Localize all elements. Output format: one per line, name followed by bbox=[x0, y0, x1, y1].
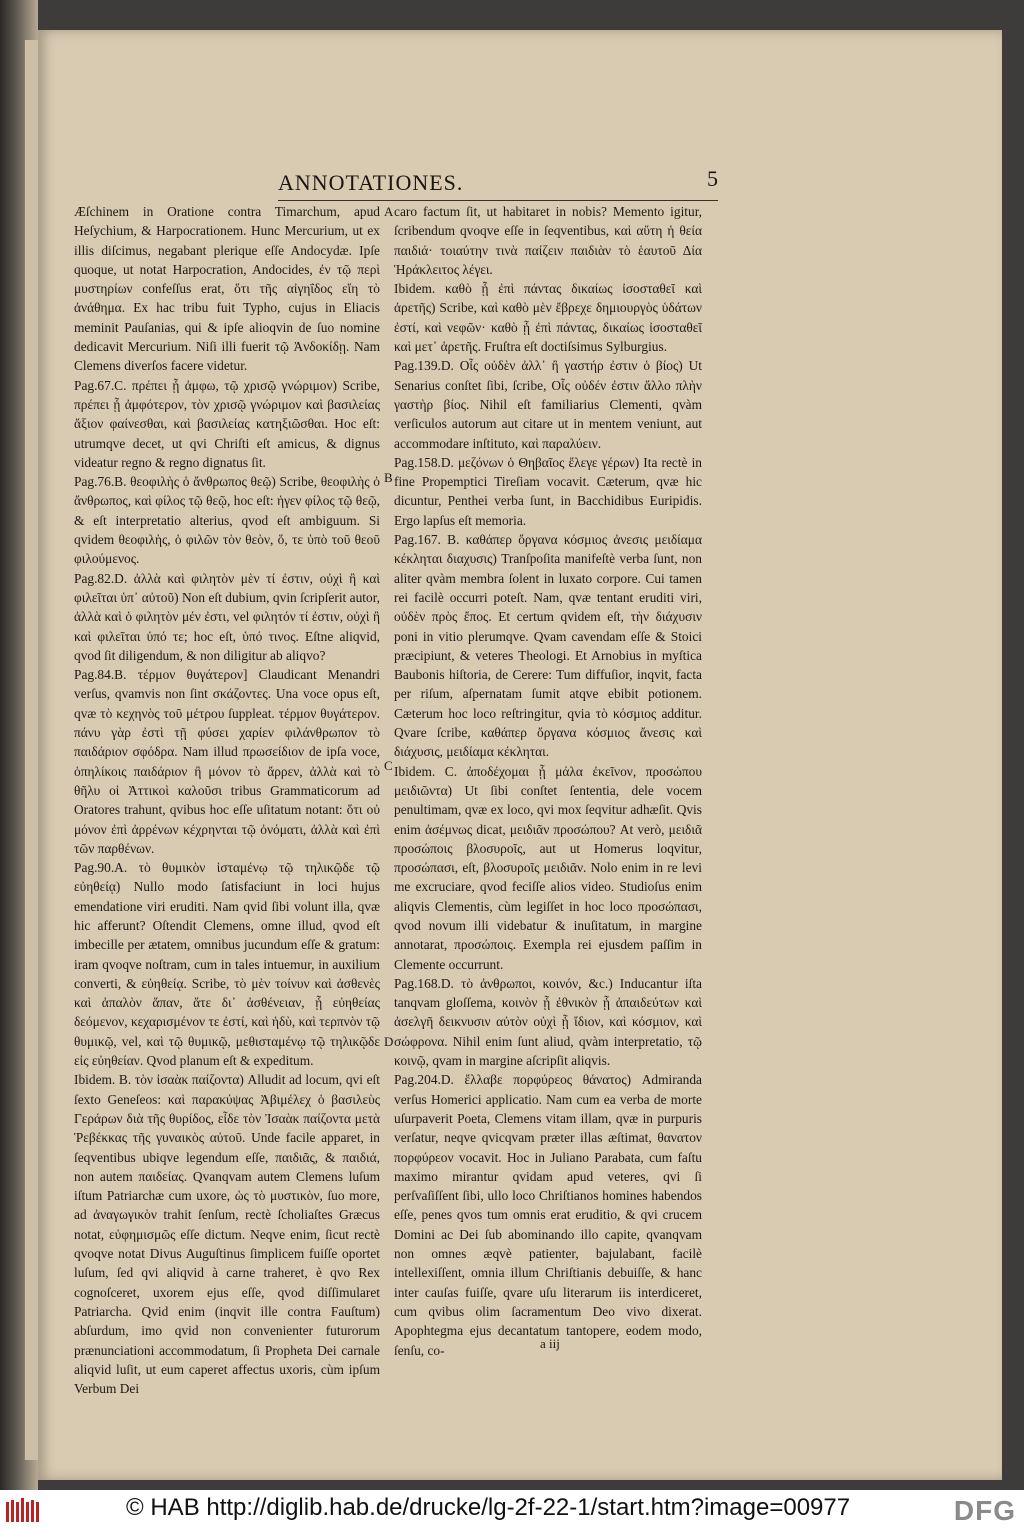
page-number: 5 bbox=[707, 166, 718, 191]
margin-letter-d: D bbox=[384, 1034, 394, 1049]
paragraph: Pag.167. B. καθάπερ ὄργανα κόσμιος ἀνεσις μειδίαμα κέκληται διαχυσις) Tranſpoſita manifeſtè verba ſunt, non aliter qvàm membra ſolent in luxato corpore. Cui tamen rei facilè occurri poteſt. Nam, qvæ tentant eruditi viri, οὐδὲν πρὸς ἔπος. Et certum qvidem eſt, τὴν διάχυσιν poni in vitio plerumqve. Qvam cavendam eſſe & Stoici præcipiunt, & veteres Theologi. Et Arnobius in myſtica Baubonis hiſtoria, de Cerere: Tum diffuſior, inqvit, facta per riſum, aſpernatam ſumit atqve ebibit potionem. Cæterum hoc loco reſtringitur, qvia τὸ κόσμιος additur. Qvare ſcribe, καθάπερ ὄργανα κόσμιος ἄνεσις καὶ διάχυσις, μειδίαμα κέκληται. bbox=[394, 532, 702, 760]
paragraph: Pag.204.D. ἔλλαβε πορφύρεος θάνατος) Admiranda verſus Homerici applicatio. Nam cum ea verba de morte uſurpaverit Poeta, Clemens vitam illam, qvæ in purpuris verſatur, neqve qvicqvam præter illas æſtimat, θανατον πορφύρεον vocavit. Hoc in Juliano Parabata, cum faſtu maximo mirantur qvidam apud veteres, qvi ſi perſvaſiſſent ſibi, ullo loco Chriſtianos homines habendos eſſe, penes qvos tum omnis erat eruditio, & qvi crucem Domini ac Dei ſub abominando illo capite, qvanqvam non omnes æqvè patienter, bajulabant, facilè intellexiſſent, omnia illum Chriſtianis debuiſſe, & hanc inter cauſas fuiſſe, qvare uſu literarum iis interdiceret, cum qvibus olim ſacramentum Deo vivo dixerat. Apophtegma ejus decantatum tantopere, eodem modo, ſenſu, co- bbox=[394, 1072, 702, 1358]
paragraph: Pag.168.D. τὸ ἀνθρωποι, κοινόν, &c.) Inducantur iſta tanqvam gloſſema, κοινὸν ᾗ ἐθνικὸν ᾗ ἀπαιδεύτων καὶ ἀσελγῆ δεικνυσιν αὐτὸν οὐχὶ ᾗ ἴδιον, καὶ κόσμιον, καὶ σώφρονα. Nihil enim ſunt aliud, qvàm interpretatio, τῷ κοινῷ, qvam in margine aſcripſit aliqvis. bbox=[394, 975, 702, 1069]
paragraph: Ibidem. καθὸ ᾗ ἐπὶ πάντας δικαίως ἰσοσταθεῖ καὶ ἀρετῆς) Scribe, καὶ καθὸ μὲν ἔβρεχε δημιουργὸς ὑδάτων ἐστί, καὶ νεφῶν· καθὸ ᾗ ἐπὶ πάντας, δικαίως ἰσοσταθεῖ καὶ μετ᾽ ἀρετῆς. Fruſtra eſt doctiſsimus Sylburgius. bbox=[394, 281, 702, 355]
facing-page-edge bbox=[0, 0, 38, 1490]
paragraph: Pag.158.D. μεζόνων ὁ Θηβαῖος ἔλεγε γέρων) Ita rectè in fine Propemptici Tireſiam vocavit. Cæterum, qvæ hic dicuntur, Penthei verba ſunt, in Bacchidibus Euripidis. Ergo lapſus eſt memoria. bbox=[394, 454, 702, 528]
footer-bar bbox=[0, 1490, 1024, 1529]
right-column bbox=[394, 202, 702, 1360]
margin-letter-a: A bbox=[384, 204, 394, 219]
paragraph: Ibidem. C. ἀποδέχομαι ᾗ μάλα ἐκεῖνον, προσώπου μειδιῶντα) Ut ſibi conſtet ſententia, dele vocem penultimam, qvæ ex loco, qvi mox ſeqvitur adhæſit. Qvis enim ἀσέμνως dicat, μειδιᾶν προσώπου? At verò, μειδιᾶ προσώποις βλοσυροῖς, aut ut Homerus loqvitur, προσώπασι, eſt, βλοσυροῖς μειδιᾶν. Nolo enim in re levi me excruciare, qvod feciſſe alios video. Studioſus enim aliqvis Clementis, cùm legiſſet in hoc loco προσώπασι, qvod novum illi videbatur & inuſitatum, in margine annotarat, προσώποις. Exempla rei ejusdem paſſim in Clemente occurrunt. bbox=[394, 763, 702, 972]
paragraph: Pag.139.D. Οἷς οὐδὲν ἀλλ᾽ ἢ γαστήρ ἐστιν ὁ βίος) Ut Senarius conſtet ſibi, ſcribe, Οἷς οὐδέν ἐστιν ἄλλο πλὴν γαστὴρ βίος. Nihil eſt familiarius Clementi, qvàm verſiculos autorum aut citare ut in mentem veniunt, aut accommodare inſtituto, καὶ παραλύειν. bbox=[394, 358, 702, 451]
copyright-link[interactable]: © HAB http://diglib.hab.de/drucke/lg-2f-22-1/start.htm?image=00977 bbox=[126, 1494, 851, 1521]
left-column bbox=[74, 202, 380, 1398]
signature-mark: a iij bbox=[540, 1336, 560, 1351]
paragraph: caro factum ſit, ut habitaret in nobis? Memento igitur, ſcribendum qvoqve eſſe in ſeqventibus, καὶ αὕτη ἡ θεία παιδιά· τοιαύτην τινὰ παίζειν παιδιὰν τὸ ἑαυτοῦ Δία Ἡράκλειτος λέγει. bbox=[394, 204, 702, 277]
margin-letter-c: C bbox=[384, 758, 393, 773]
paragraph: Pag.90.A. τὸ θυμικὸν ἱσταμένῳ τῷ τηλικῷδε τῷ εὐηθείᾳ) Nullo modo ſatisfaciunt in loci hujus emendatione viri eruditi. Nam qvid ſibi volunt illa, qvæ hic afferunt? Oſtendit Clemens, omne illud, qvod eſt imbecille per ætatem, omnibus jucundum eſſe & gratum: iram qvoqve noſtram, cum in tales intuemur, in auxilium converti, & εὐηθείᾳ. Scribe, τὸ μὲν τοίνυν καὶ ἀσθενὲς καὶ ἀπαλὸν ἅπαν, ἅτε δι᾽ ἀσθένειαν, ᾗ εὐηθείας δεόμενον, κεχαρισμένον τε ἐστί, καὶ ἡδὺ, καὶ τερπνὸν τῷ θυμικῷ, vel, καὶ τῷ θυμικῷ, μεθισταμένῳ τῷ τηλικῷδε εἰς εὐηθείαν. Qvod planum eſt & expeditum. bbox=[74, 860, 380, 1069]
paragraph: Pag.76.B. θεοφιλὴς ὁ ἄνθρωπος θεῷ) Scribe, θεοφιλὴς ὁ ἄνθρωπος, καὶ φίλος τῷ θεῷ, hoc eſt: ἡγεν φίλος τῷ θεῷ, & eſt interpretatio alterius, qvod eſt ambiguum. Si qvidem θεοφιλὴς, ὁ φιλῶν τὸν θεὸν, ὅ, τε ὑπὸ τοῦ θεοῦ φιλούμενος. bbox=[74, 474, 380, 567]
hab-logo-icon bbox=[6, 1496, 50, 1524]
paragraph: Pag.82.D. ἀλλὰ καὶ φιλητὸν μὲν τί ἐστιν, οὐχὶ ἢ καὶ φιλεῖται ὑπ᾽ αὐτοῦ) Non eſt dubium, qvin ſcripſerit autor, ἀλλὰ καὶ ὁ φιλητὸν μέν ἐστι, vel φιλητόν τί ἐστιν, οὐχὶ ἢ καὶ φιλεῖται ὑπό τε; hoc eſt, ὑπό τινος. Eſtne aliqvid, qvod ſit diligendum, & non diligitur ab aliqvo? bbox=[74, 570, 380, 663]
page-header bbox=[278, 166, 718, 201]
dfg-logo: DFG bbox=[953, 1495, 1016, 1526]
paragraph: Ibidem. B. τὸν ἰσαὰκ παίζοντα) Alludit ad locum, qvi eſt ſexto Geneſeos: καὶ παρακύψας Ἀβιμέλεχ ὁ βασιλεὺς Γεράρων διὰ τῆς θυρίδος, εἶδε τὸν Ἰσαὰκ παίζοντα μετὰ Ῥεβέκκας τῆς γυναικὸς αὐτοῦ. Unde facile apparet, in ſeqventibus ubiqve legendum eſſe, παιδιᾶς, & παιδιά, non autem παιδείας. Qvanqvam autem Clemens luſum iſtum Patriarchæ cum uxore, ὡς τὸ μυστικὸν, ſuo more, ad ἀναγωγικὸν trahit ſenſum, rectè ſcholiaſtes Græcus notat, εὐφημισμῶς eſſe dictum. Neqve enim, ſicut rectè qvoqve notat Divus Auguſtinus ſimplicem fuiſſe oportet luſum, ſed qvi aliqvid à carne traheret, è qvo Rex cognoſceret, uxorem ejus eſſe, qvod diſſimularet Patriarcha. Qvid enim (inqvit ille contra Fauſtum) abſurdum, imo qvid non convenienter futurorum prænunciationi accommodatum, ſi Propheta Dei carnale aliqvid luſit, ut eum caperet affectus uxoris, cùm ipſum Verbum Dei bbox=[74, 1072, 380, 1397]
paragraph: Pag.67.C. πρέπει ᾗ ἀμφω, τῷ χρισῷ γνώριμον) Scribe, πρέπει ᾗ ἀμφότερον, τὸν χρισῷ γνώριμον καὶ βασιλείας ἄξιον φαίνεσθαι, καὶ βασιλείας κατηξιῶσθαι. Hoc eſt: utrumqve decet, ut qvi Chriſti eſt amicus, & dignus videatur regno & regno dignatus ſit. bbox=[74, 377, 380, 470]
paragraph: Pag.84.B. τέρμον θυγάτερον] Claudicant Menandri verſus, qvamvis non ſint σκάζοντες. Una voce opus eſt, qvæ τὸ κεχηνὸς τοῦ μέτρου ſuppleat. τέρμον θυγάτερον. πάνυ γὰρ ἐστὶ τῇ φύσει χαρίεν φιλάνθρωπον τὸ παιδάριον σφόδρα. Nam illud πρωσείδιον de ipſa voce, ὁπηλίκοις παιδάριον ἢ μόνον τὸ ἄρρεν, ἀλλὰ καὶ τὸ θῆλυ οἱ Ἀττικοὶ καλοῦσι tribus Grammaticorum ad Oratores trahunt, qvibus hoc eſſe uſitatum notant: ὅτι οὐ μόνον ἐπὶ ἀρρένων κέχρηνται τῷ ὀνόματι, ἀλλὰ καὶ ἐπὶ τῶν παρθένων. bbox=[74, 667, 380, 856]
paragraph: Æſchinem in Oratione contra Timarchum, apud Heſychium, & Harpocrationem. Hunc Mercurium, ut ex illis diſcimus, negabant plerique eſſe Andocydæ. Ipſe quoque, ut notat Harpocration, Andocides, ἐν τῷ περὶ μυστηρίων confeſſus erat, ὅτι τῆς αἰγηΐδος εἴη τὸ ἀνάθημα. Ex hac tribu fuit Typho, cujus in Eliacis meminit Pauſanias, qui & ipſe alioqvin de ſuo nomine dedicavit Mercurium. Niſi illi fuerit τῷ Ἀνδοκίδῃ. Nam Clemens diverſos facere videtur. bbox=[74, 204, 380, 374]
margin-letter-b: B bbox=[384, 470, 393, 485]
running-head: ANNOTATIONES. bbox=[278, 170, 464, 195]
book-page bbox=[38, 30, 1002, 1480]
